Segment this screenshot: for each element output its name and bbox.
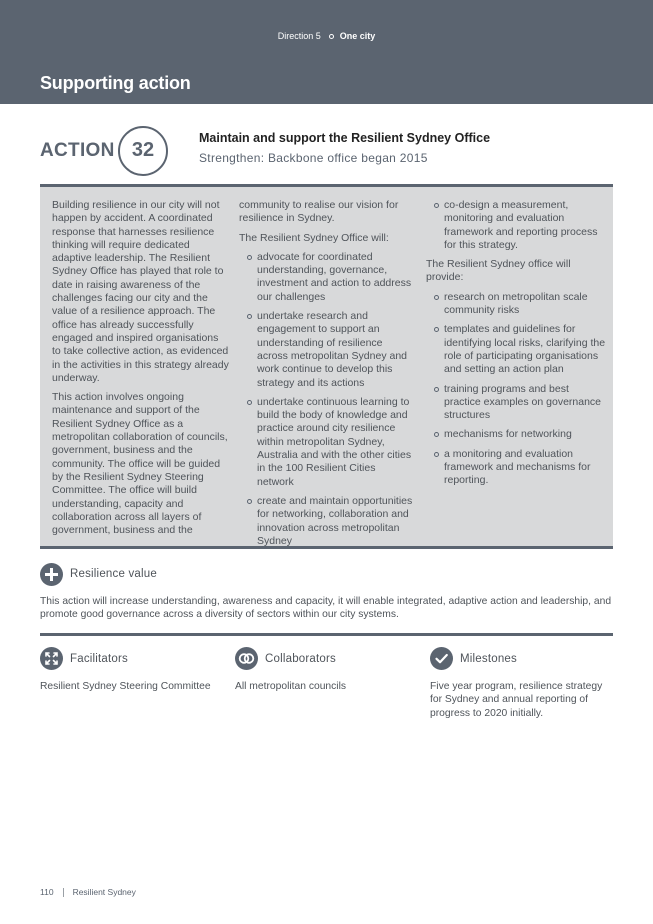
scope-paragraph: This action involves ongoing maintenance and support of the Resilient Sydney Office as a metropolitan collaboration of councils, government, business and the community. The office will be guided by the Resilient Sydney Steering Committee. The office will build understanding, capacity and collaboration across all layers of government, business and the: [52, 391, 228, 537]
scope-paragraph-continued: community to realise our vision for resilience in Sydney.: [239, 199, 399, 225]
list-item: create and maintain opportunities for networking, collaboration and innovation across metropolitan Sydney: [239, 495, 415, 548]
plus-circle-icon: [40, 563, 63, 586]
page-number: 110: [40, 887, 54, 897]
page-header: [0, 0, 653, 104]
list-item: advocate for coordinated understanding, governance, investment and action to address our challenges: [239, 251, 415, 304]
office-will-intro: The Resilient Sydney Office will:: [239, 231, 389, 244]
check-circle-icon: [430, 647, 453, 670]
list-item: undertake continuous learning to build the body of knowledge and practice around city resilience within metropolitan Sydney, Australia and with the other cities in the 100 Resilient Cities network: [239, 396, 415, 489]
section-title: Supporting action: [40, 73, 191, 93]
milestones-label: Milestones: [460, 653, 517, 665]
publication-name: Resilient Sydney: [72, 887, 136, 897]
intro-paragraph: Building resilience in our city will not happen by accident. A coordinated response that harnesses resilience thinking will require dedicated adaptive leadership. The Resilient Sydney Office has played that role to date in raising awareness of the challenges facing our city and the value of a resilience approach. The office has already successfully engaged and inspired organisations to take collective action, as evidenced in the activities in this strategy already underway.: [52, 199, 229, 384]
list-item: undertake research and engagement to support an understanding of resilience across metropolitan Sydney and work continue to develop this strategy and its actions: [239, 310, 415, 390]
breadcrumb-theme: One city: [339, 31, 376, 41]
list-item: mechanisms for networking: [426, 428, 606, 441]
facilitators-text: Resilient Sydney Steering Committee: [40, 681, 211, 692]
resilience-value-text: This action will increase understanding, awareness and capacity, it will enable integrated, adaptive action and leadership, and promote good governance across a diversity of sectors within our city systems.: [40, 596, 612, 621]
list-item: co-design a measurement, monitoring and evaluation framework and reporting process for this strategy.: [426, 199, 606, 252]
action-description-panel: [40, 184, 613, 549]
milestones-text: Five year program, resilience strategy for Sydney and annual reporting of progress to 2020 initially.: [430, 681, 603, 719]
expand-arrows-icon: [40, 647, 63, 670]
breadcrumb-separator-icon: [329, 34, 334, 39]
resilience-value-title: Resilience value: [70, 568, 157, 580]
office-provide-list: [426, 291, 606, 488]
list-item: training programs and best practice examples on governance structures: [426, 383, 606, 423]
breadcrumb-direction: Direction 5: [277, 31, 321, 41]
panel-column-1: [52, 199, 230, 543]
action-label: ACTION: [40, 140, 115, 161]
office-will-list-continued: [426, 199, 606, 252]
office-provide-intro: The Resilient Sydney office will provide:: [426, 258, 571, 284]
collaborators-text: All metropolitan councils: [235, 681, 347, 692]
section-divider: [40, 633, 613, 636]
footer-divider: [63, 888, 64, 897]
action-number-badge: 32: [118, 126, 168, 176]
list-item: research on metropolitan scale community risks: [426, 291, 606, 318]
page-footer: [40, 887, 136, 897]
list-item: templates and guidelines for identifying local risks, clarifying the role of participating organisations and setting an action plan: [426, 323, 606, 376]
panel-column-3: [426, 199, 606, 494]
collaborators-label: Collaborators: [265, 653, 336, 665]
list-item: a monitoring and evaluation framework and mechanisms for reporting.: [426, 448, 606, 488]
office-will-list: [239, 251, 415, 548]
action-title: Maintain and support the Resilient Sydney Office: [199, 131, 491, 145]
interlocking-rings-icon: [235, 647, 258, 670]
facilitators-label: Facilitators: [70, 653, 128, 665]
panel-column-2: [239, 199, 415, 554]
action-subtitle: Strengthen: Backbone office began 2015: [199, 151, 428, 165]
breadcrumb: [0, 31, 653, 41]
